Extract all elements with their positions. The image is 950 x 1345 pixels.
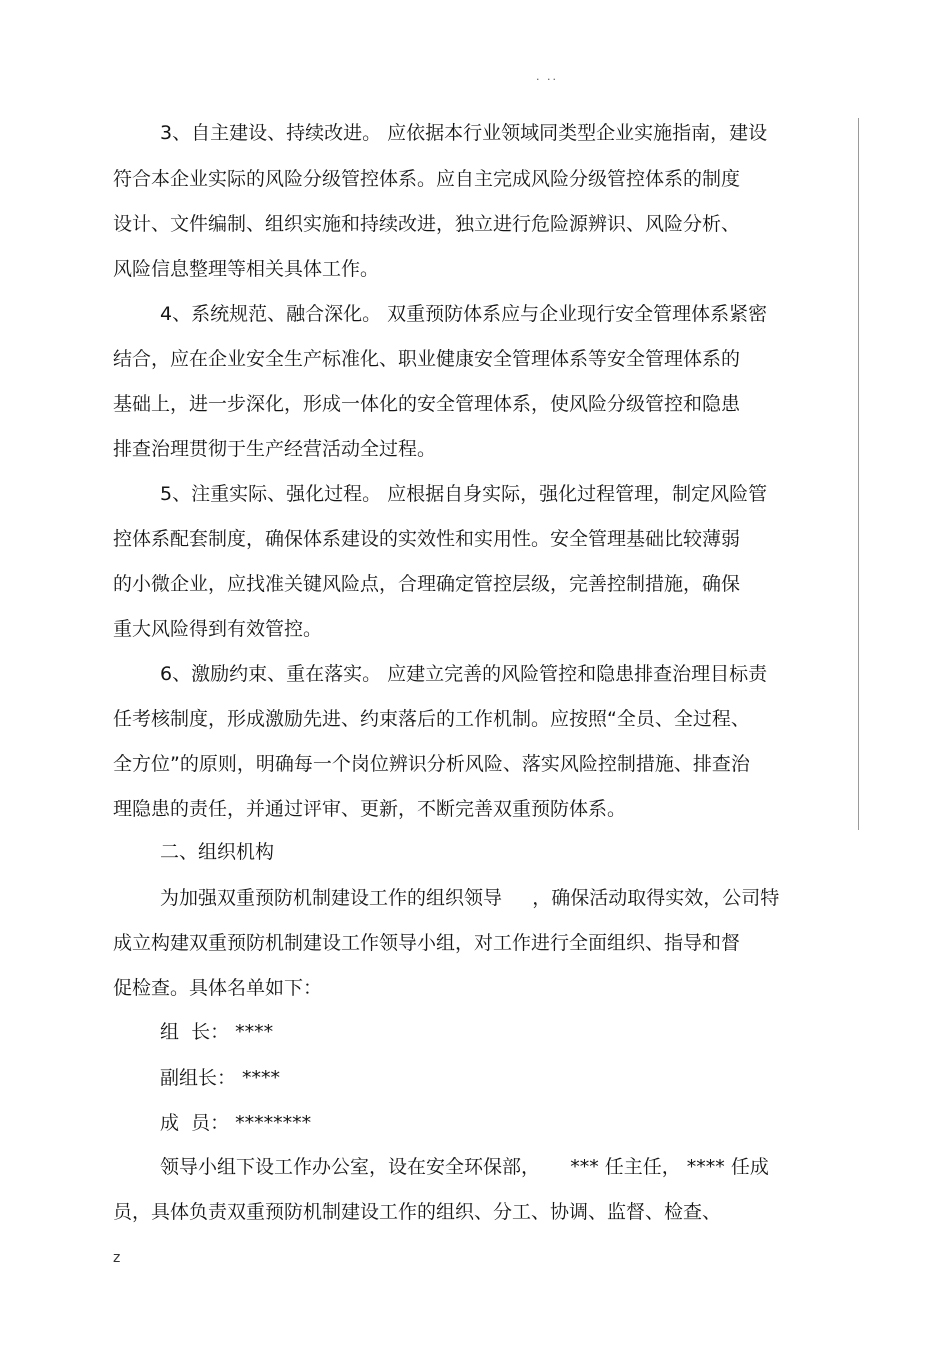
section-heading: 二、组织机构 [160,841,275,863]
text-line: 风险信息整理等相关具体工作。 [113,258,380,280]
text-line: 成立构建双重预防机制建设工作领导小组，对工作进行全面组织、指导和督 [113,932,741,954]
text-line: 任考核制度，形成激励先进、约束落后的工作机制。应按照“全员、全过程、 [113,708,750,730]
text-line: 的小微企业，应找准关键风险点，合理确定管控层级，完善控制措施，确保 [113,573,741,595]
text-line: 设计、文件编制、组织实施和持续改进，独立进行危险源辨识、风险分析、 [113,213,741,235]
header-mark: . .. [536,70,558,83]
roster-leader: 组 长： **** [160,1021,274,1043]
text-line: 控体系配套制度，确保体系建设的实效性和实用性。安全管理基础比较薄弱 [113,528,741,550]
roster-deputy: 副组长： **** [160,1067,281,1089]
text-line: 员，具体负责双重预防机制建设工作的组织、分工、协调、监督、检查、 [113,1201,722,1223]
text-line: 为加强双重预防机制建设工作的组织领导 ，确保活动取得实效，公司特 [160,887,780,909]
text-line: 结合，应在企业安全生产标准化、职业健康安全管理体系等安全管理体系的 [113,348,741,370]
text-line: 排查治理贯彻于生产经营活动全过程。 [113,438,437,460]
text-line: 3、自主建设、持续改进。 应依据本行业领域同类型企业实施指南，建设 [160,122,768,144]
text-line: 重大风险得到有效管控。 [113,618,323,640]
roster-members: 成 员： ******** [160,1112,312,1134]
text-line: 4、系统规范、融合深化。 双重预防体系应与企业现行安全管理体系紧密 [160,303,768,325]
text-line: 6、激励约束、重在落实。 应建立完善的风险管控和隐患排查治理目标责 [160,663,768,685]
text-line: 5、注重实际、强化过程。 应根据自身实际，强化过程管理，制定风险管 [160,483,768,505]
text-line: 符合本企业实际的风险分级管控体系。应自主完成风险分级管控体系的制度 [113,168,741,190]
text-line: 领导小组下设工作办公室，设在安全环保部， *** 任主任， **** 任成 [160,1156,769,1178]
margin-rule [858,118,859,830]
text-line: 基础上，进一步深化，形成一体化的安全管理体系，使风险分级管控和隐患 [113,393,741,415]
footer-mark: z [113,1250,121,1266]
text-line: 全方位”的原则，明确每一个岗位辨识分析风险、落实风险控制措施、排查治 [113,753,750,775]
text-line: 理隐患的责任，并通过评审、更新，不断完善双重预防体系。 [113,798,627,820]
text-line: 促检查。具体名单如下： [113,977,323,999]
